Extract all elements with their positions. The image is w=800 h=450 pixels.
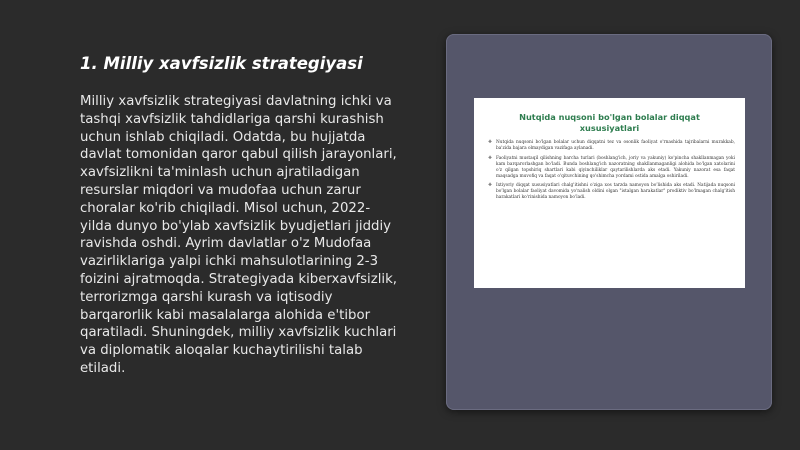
- diamond-bullet-icon: ❖: [488, 183, 492, 189]
- section-heading: 1. Milliy xavfsizlik strategiyasi: [80, 54, 363, 73]
- section-paragraph: Milliy xavfsizlik strategiyasi davlatning ichki va tashqi xavfsizlik tahdidlariga qarshi kurashish uchun ishlab chiqiladi. Odatda, bu hujjatda davlat tomonidan qaror qabul qilish jarayonlari, xavfsizlikni ta'minlash uchun ajratiladigan resurslar miqdori va mudofaa uchun zarur choralar ko'rib chiqiladi. Misol uchun, 2022-yilda dunyo bo'ylab xavfsizlik byudjetlari jiddiy ravishda oshdi. Ayrim davlatlar o'z Mudofaa vazirliklariga yalpi ichki mahsulotlarining 2-3 foizini ajratmoqda. Strategiyada kiberxavfsizlik, terrorizmga qarshi kurash va iqtisodiy barqarorlik kabi masalalarga alohida e'tibor qaratiladi. Shuningdek, milliy xavfsizlik kuchlari va diplomatik aloqalar kuchaytirilishi talab etiladi.: [80, 94, 398, 376]
- document-bullet-text: Ixtiyoriy diqqat xususiyatlari chalg'itishni o'ziga xos tarzda namoyon bo'lishida aks etadi. Natijada nuqsoni bo'lgan bolalar faoliyat davomida yo'nalish oldini olgan "istalgan harakatlar" prodiktiv bo'lmagan chalg'itish harakatlari ko'rinishida namoyon bo'ladi.: [496, 183, 735, 201]
- diamond-bullet-icon: ❖: [488, 140, 492, 145]
- document-bullet-item: [488, 140, 735, 152]
- document-bullet-text: Faoliyatni mustaqil qilishning barcha turlari (boshlang'ich, joriy va yakuniy) ko'pincha shakllanmagan yoki kam barqarorlashgan bo'ladi. Bunda boshlang'ich nazoratning shakllanmaganligi alohida bo'lgan xatolarini o'z qilgan topshiriq shartlari kabi qiyinchiliklar qaytarilishlarda aks etadi. Yakuniy nazorat esa faqat maqsadga muvofiq va faqat o'qituvchining qo'shimcha yordami ostida amalga oshiriladi.: [496, 155, 735, 179]
- document-bullet-list: [488, 140, 735, 201]
- document-image: [474, 98, 745, 288]
- document-bullet-item: [488, 156, 735, 180]
- document-bullet-text: Nutqida nuqsoni bo'lgan bolalar uchun diqqatni tez va osonlik faoliyat o'rnashida tajribalarni murakkab, ba'zida bajara olmaydigan vazifaga aylanadi.: [496, 140, 735, 151]
- diamond-bullet-icon: ❖: [488, 155, 492, 161]
- document-title: Nutqida nuqsoni bo'lgan bolalar diqqat xususiyatlari: [519, 112, 700, 133]
- document-bullet-item: [488, 183, 735, 201]
